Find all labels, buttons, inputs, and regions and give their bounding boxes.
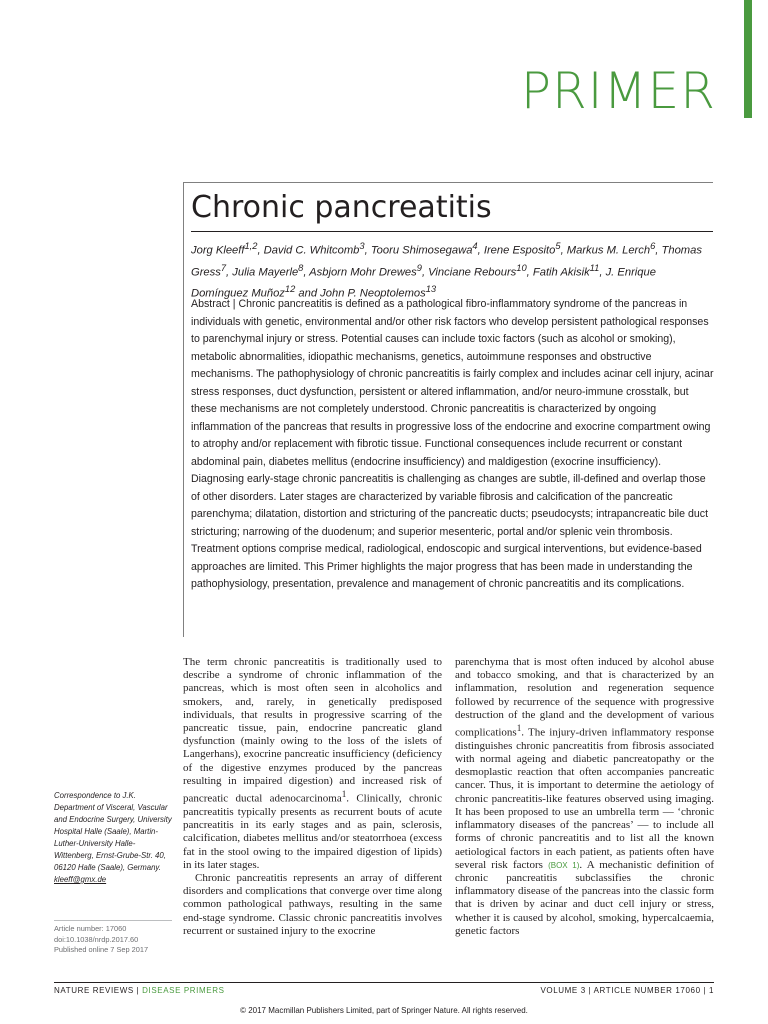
author-list: Jorg Kleeff$^{1,2}$, David C. Whitcomb$^3$, Tooru Shimosegawa$^4$, Irene Esposito$^5$, Markus M. Lerch$^6$, Thomas Gress$^7$, Julia Mayerle$^8$, Asbjorn Mohr Drewes$^9$, Vinciane Rebours$^{10}$, Fatih Akisik$^{11}$, J. Enrique Domínguez Muñoz$^{12}$ and John P. Neoptolemos$^{13}$ <box>191 241 702 301</box>
section-color-bar <box>744 0 752 118</box>
copyright-notice: © 2017 Macmillan Publishers Limited, part of Springer Nature. All rights reserved. <box>240 1006 528 1015</box>
meta-rule <box>54 920 172 921</box>
abstract: Abstract | Chronic pancreatitis is defined as a pathological fibro-inflammatory syndrome of the pancreas in individuals with genetic, environmental and/or other risk factors who develop persistent pathological responses to parenchymal injury or stress. Potential causes can include toxic factors (such as alcohol or smoking), metabolic abnormalities, idiopathic mechanisms, genetics, autoimmune responses and obstructive mechanisms. The pathophysiology of chronic pancreatitis is fairly complex and includes acinar cell injury, acinar stress responses, duct dysfunction, persistent or altered inflammation, and/or neuro-immune crosstalk, but these mechanisms are not completely understood. Chronic pancreatitis is characterized by ongoing inflammation of the pancreas that results in progressive loss of the endocrine and exocrine compartment owing to atrophy and/or replacement with fibrotic tissue. Functional consequences include recurrent or constant abdominal pain, diabetes mellitus (endocrine insufficiency) and maldigestion (exocrine insufficiency). Diagnosing early-stage chronic pancreatitis is challenging as changes are subtle, ill-defined and overlap those of other disorders. Later stages are characterized by variable fibrosis and calcification of the pancreatic parenchyma; dilatation, distortion and stricturing of the pancreatic ducts; pseudocysts; intrapancreatic bile duct stricturing; narrowing of the duodenum; and superior mesenteric, portal and/or splenic vein thrombosis. Treatment options comprise medical, radiological, endoscopic and surgical interventions, but evidence-based approaches are limited. This Primer highlights the major progress that has been made in understanding the pathophysiology, presentation, prevalence and management of chronic pancreatitis and its complications. <box>191 298 714 590</box>
journal-name: NATURE REVIEWS <box>54 986 134 995</box>
section-label: PRIMER <box>520 62 716 120</box>
article-title: Chronic pancreatitis <box>191 190 492 225</box>
body-column-right <box>455 656 714 938</box>
article-meta <box>54 924 174 956</box>
footer-volume-info: VOLUME 3 | ARTICLE NUMBER 17060 | 1 <box>540 986 714 995</box>
body-paragraph: parenchyma that is most often induced by alcohol abuse and tobacco smoking, and that is characterized by an inflammation, resolution and regeneration sequence followed by recurrence of the sequence with progressive destruction of the gland and the development of various complications$^1$. The injury-driven inflammatory response distinguishes chronic pancreatitis from fibrosis associated with normal ageing and diabetic pancreatopathy or the desmoplastic reaction that often accompanies pancreatic cancer. Thus, it is important to determine the aetiology of chronic pancreatitis-like features observed using imaging. It has been proposed to use an umbrella term — ‘chronic inflammatory diseases of the pancreas’ — to include all forms of chronic pancreatitis and to list all the known aetiological factors in each patient, as patients often have several risk factors (BOX 1). A mechanistic definition of chronic pancreatitis subclassifies the chronic inflammatory disease of the pancreas into the classic form that is driven by acinar and duct cell injury or stress, whether it is caused by alcohol, smoking, hypercalcaemia, genetic factors <box>455 656 714 937</box>
publication-date: Published online 7 Sep 2017 <box>54 945 149 954</box>
correspondence-note <box>54 790 172 886</box>
series-name: DISEASE PRIMERS <box>142 986 225 995</box>
footer-journal <box>54 986 225 995</box>
title-rule <box>191 231 713 232</box>
doi-link[interactable]: doi:10.1038/nrdp.2017.60 <box>54 934 139 944</box>
body-paragraph: The term chronic pancreatitis is traditionally used to describe a syndrome of chronic inflammation of the pancreas, which is most often seen in alcoholics and smokers, and, rarely, in genetically predisposed individuals, that results in progressive scarring of the pancreatic tissue, pain, endocrine pancreatic gland dysfunction (mainly owing to the loss of the islets of Langerhans), exocrine pancreatic insufficiency (deficiency of the digestive enzymes produced by the pancreas resulting in impaired digestion) and increased risk of pancreatic ductal adenocarcinoma$^1$. Clinically, chronic pancreatitis typically presents as recurrent bouts of acute pancreatitis in its early stages and as pain, sclerosis, calcification, diabetes mellitus and/or steatorrhoea (excess fat in the stool owing to the impaired digestion of lipids) in its later stages. <box>183 656 442 871</box>
abstract-side-rule <box>183 182 184 637</box>
footer-rule <box>54 982 714 983</box>
article-number: Article number: 17060 <box>54 924 127 933</box>
body-paragraph: Chronic pancreatitis represents an array of different disorders and complications that converge over time along common pathological pathways, resulting in the same end-stage syndrome. Classic chronic pancreatitis involves recurrent or sustained injury to the exocrine <box>183 871 442 937</box>
body-column-left <box>183 656 442 938</box>
correspondence-email-link[interactable]: kleeff@gmx.de <box>54 875 107 884</box>
footer-separator: | <box>133 986 143 995</box>
header-rule <box>183 182 713 183</box>
correspondence-address: Correspondence to J.K. Department of Visceral, Vascular and Endocrine Surgery, University Hospital Halle (Saale), Martin-Luther-University Halle-Wittenberg, Ernst-Grube-Str. 40, 06120 Halle (Saale), Germany. <box>54 791 172 872</box>
